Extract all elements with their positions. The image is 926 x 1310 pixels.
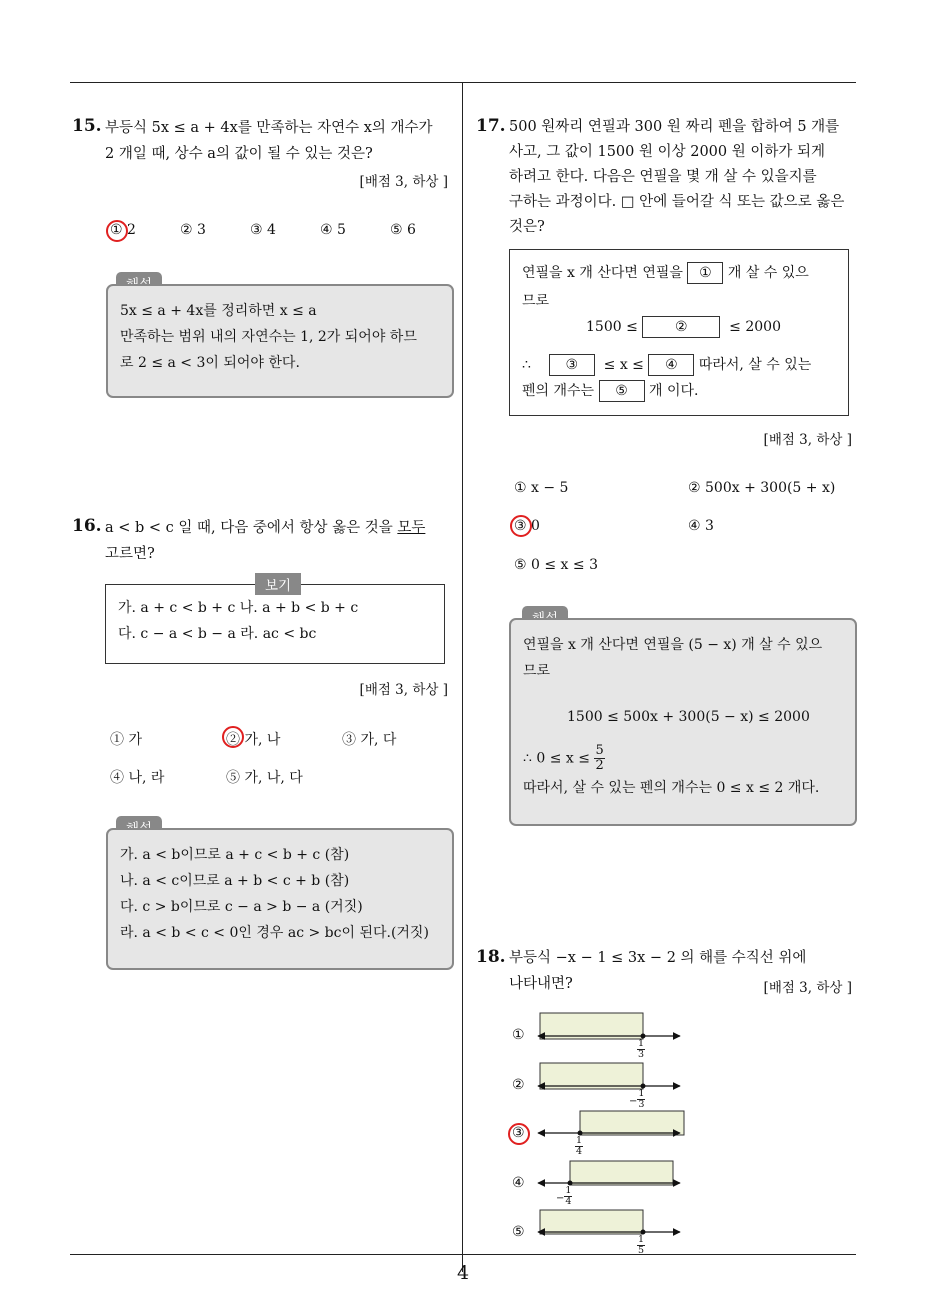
q18-line2: 나타내면? <box>509 976 573 992</box>
q17-option-4[interactable]: ④ 3 <box>688 518 714 534</box>
q16-line2: 고르면? <box>105 546 155 562</box>
q16-underlined: 모두 <box>397 520 426 536</box>
q16-option-4[interactable]: ④ 나, 라 <box>110 770 165 786</box>
q18-points: [배점 3, 하상 ] <box>763 980 852 996</box>
q17-solution-line3: 1500 ≤ 500x + 300(5 − x) ≤ 2000 <box>567 709 810 725</box>
q16-bogi-line2: 다. c − a < b − a 라. ac < bc <box>118 626 317 642</box>
q16-bogi-box <box>105 584 445 664</box>
q16-answer-circle <box>222 726 244 748</box>
fraction-numerator: 5 <box>595 743 604 758</box>
q18-option-4-label[interactable]: ④ <box>512 1175 525 1191</box>
q17-solution-line1: 연필을 x 개 산다면 연필을 (5 − x) 개 살 수 있으 <box>523 637 823 653</box>
q15-answer-circle <box>106 220 128 242</box>
q15-line2: 2 개일 때, 상수 a의 값이 될 수 있는 것은? <box>105 146 373 162</box>
q15-number: 15. <box>72 116 102 136</box>
q15-option-4[interactable]: ④ 5 <box>320 222 346 238</box>
q18-option-5-numberline[interactable] <box>538 1210 680 1235</box>
q15-option-2[interactable]: ② 3 <box>180 222 206 238</box>
q18-line1: 부등식 −x − 1 ≤ 3x − 2 의 해를 수직선 위에 <box>509 950 807 966</box>
q17-blank-2[interactable]: ② <box>642 316 720 338</box>
q16-solution-line3: 다. c > b이므로 c − a > b − a (거짓) <box>120 899 363 915</box>
q15-line1: 부등식 5x ≤ a + 4x를 만족하는 자연수 x의 개수가 <box>105 120 433 136</box>
q15-points: [배점 3, 하상 ] <box>359 174 448 190</box>
q17-answer-circle <box>510 515 532 537</box>
top-rule <box>70 82 856 83</box>
q16-option-3[interactable]: ③ 가, 다 <box>342 732 397 748</box>
q15-solution-line3: 로 2 ≤ a < 3이 되어야 한다. <box>120 355 300 371</box>
q17-option-1[interactable]: ① x − 5 <box>514 480 569 496</box>
q17-solution-line5: 따라서, 살 수 있는 펜의 개수는 0 ≤ x ≤ 2 개다. <box>523 780 820 796</box>
q16-bogi-tag: 보기 <box>255 573 301 595</box>
q16-number: 16. <box>72 516 102 536</box>
q18-option-2-tick: − $\frac{1}{3}$ <box>629 1088 645 1110</box>
fraction-denominator: 2 <box>595 758 604 773</box>
q15-solution-box <box>106 284 454 398</box>
q18-option-1-label[interactable]: ① <box>512 1027 525 1043</box>
q15-solution-line1: 5x ≤ a + 4x를 정리하면 x ≤ a <box>120 303 317 319</box>
q17-line5: 것은? <box>509 219 545 235</box>
q16-option-2[interactable]: ② 가, 나 <box>226 732 281 748</box>
page-number: 4 <box>456 1262 470 1284</box>
q18-option-4-tick: − $\frac{1}{4}$ <box>556 1185 572 1207</box>
q17-blank-1[interactable]: ① <box>687 262 723 284</box>
q17-solution-text: ∴ 0 ≤ x ≤ <box>523 750 590 767</box>
q17-frame-text: 연필을 x 개 산다면 연필을 <box>522 265 683 281</box>
bottom-rule <box>70 1254 856 1255</box>
q17-stem <box>509 115 859 240</box>
q16-option-1[interactable]: ① 가 <box>110 732 142 748</box>
q17-points: [배점 3, 하상 ] <box>763 432 852 448</box>
q17-frame-text: 므로 <box>522 293 550 309</box>
q16-solution-line4: 라. a < b < c < 0인 경우 ac > bc이 된다.(거짓) <box>120 925 429 941</box>
q17-line3: 하려고 한다. 다음은 연필을 몇 개 살 수 있을지를 <box>509 169 817 185</box>
q16-stem <box>105 515 455 567</box>
q15-option-1[interactable]: ① 2 <box>110 222 136 238</box>
q18-answer-circle <box>508 1123 530 1145</box>
q18-number-lines <box>500 1005 700 1255</box>
q17-solution-line2: 므로 <box>523 663 551 679</box>
q17-line4: 구하는 과정이다. □ 안에 들어갈 식 또는 값으로 옳은 <box>509 194 845 210</box>
q17-option-5[interactable]: ⑤ 0 ≤ x ≤ 3 <box>514 557 598 573</box>
q15-option-5[interactable]: ⑤ 6 <box>390 222 416 238</box>
column-divider <box>462 82 463 1272</box>
q17-frame-text: ≤ x ≤ <box>603 357 644 373</box>
q17-option-2[interactable]: ② 500x + 300(5 + x) <box>688 480 836 496</box>
q17-line1: 500 원짜리 연필과 300 원 짜리 펜을 합하여 5 개를 <box>509 119 840 135</box>
q16-solution-box <box>106 828 454 970</box>
q17-line2: 사고, 그 값이 1500 원 이상 2000 원 이하가 되게 <box>509 144 825 160</box>
q17-frame-text: ∴ <box>522 357 531 373</box>
q15-stem <box>105 115 455 167</box>
q18-option-3-tick: $\frac{1}{4}$ <box>576 1135 583 1157</box>
q18-option-5-label[interactable]: ⑤ <box>512 1224 525 1240</box>
q17-solution-fraction <box>594 744 604 773</box>
q18-option-5-tick: $\frac{1}{5}$ <box>638 1234 645 1256</box>
q17-option-3[interactable]: ③ 0 <box>514 518 540 534</box>
q15-solution-line2: 만족하는 범위 내의 자연수는 1, 2가 되어야 하므 <box>120 329 417 345</box>
q16-solution-line2: 나. a < c이므로 a + b < c + b (참) <box>120 873 350 889</box>
q17-frame-text: ≤ 2000 <box>729 319 781 335</box>
q17-blank-4[interactable]: ④ <box>648 354 694 376</box>
q18-option-2-numberline[interactable] <box>538 1063 680 1089</box>
q17-frame-text: 따라서, 살 수 있는 <box>698 357 812 373</box>
q16-option-5[interactable]: ⑤ 가, 나, 다 <box>226 770 303 786</box>
q18-option-1-numberline[interactable] <box>538 1013 680 1039</box>
q17-frame-text: 1500 ≤ <box>586 319 638 335</box>
q18-option-1-tick: $\frac{1}{3}$ <box>638 1038 645 1060</box>
q17-frame-text: 펜의 개수는 <box>522 383 595 399</box>
q17-process-frame <box>509 249 849 416</box>
q15-option-3[interactable]: ③ 4 <box>250 222 276 238</box>
q16-solution-line1: 가. a < b이므로 a + c < b + c (참) <box>120 847 350 863</box>
q17-blank-3[interactable]: ③ <box>549 354 595 376</box>
q16-bogi-line1: 가. a + c < b + c 나. a + b < b + c <box>118 600 359 616</box>
q17-frame-text: 개 살 수 있으 <box>727 265 809 281</box>
q17-number: 17. <box>476 116 506 136</box>
q17-solution-box <box>509 618 857 826</box>
q18-option-4-numberline[interactable] <box>538 1161 680 1186</box>
q17-frame-text: 개 이다. <box>648 383 699 399</box>
q17-blank-5[interactable]: ⑤ <box>599 380 645 402</box>
q17-solution-line4 <box>523 744 843 773</box>
q18-option-3-numberline[interactable] <box>538 1111 684 1136</box>
q18-number: 18. <box>476 947 506 967</box>
q18-option-3-label[interactable]: ③ <box>512 1125 525 1141</box>
q16-points: [배점 3, 하상 ] <box>359 682 448 698</box>
q18-option-2-label[interactable]: ② <box>512 1077 525 1093</box>
q16-line1: a < b < c 일 때, 다음 중에서 항상 옳은 것을 <box>105 520 398 536</box>
